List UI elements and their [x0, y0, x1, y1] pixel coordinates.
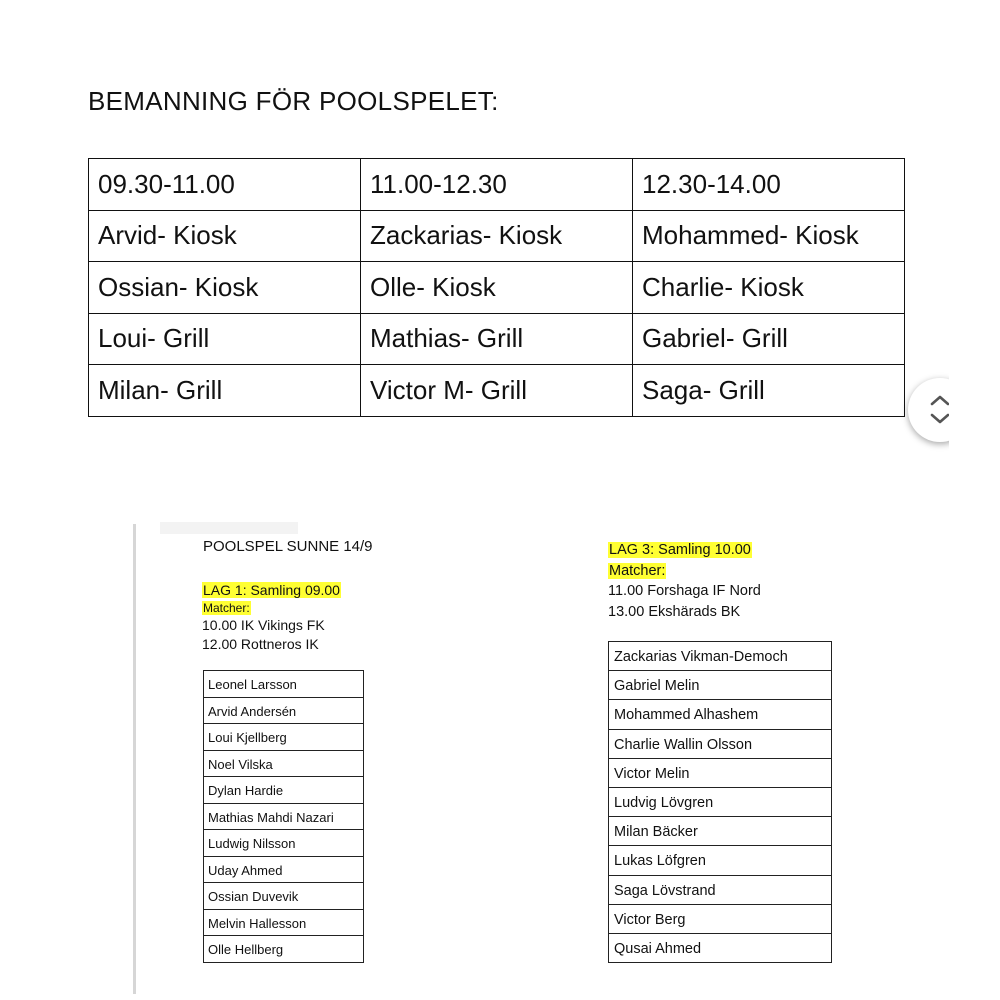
player-cell: Qusai Ahmed	[609, 933, 832, 962]
team1-matches-label: Matcher:	[203, 601, 250, 615]
player-cell: Dylan Hardie	[204, 777, 364, 804]
player-cell: Milan Bäcker	[609, 817, 832, 846]
assignment-cell: Olle- Kiosk	[361, 262, 633, 314]
team3-match: 11.00 Forshaga IF Nord	[608, 583, 761, 599]
assignment-cell: Ossian- Kiosk	[89, 262, 361, 314]
time-slot-cell: 09.30-11.00	[89, 159, 361, 211]
staffing-heading: BEMANNING FÖR POOLSPELET:	[88, 86, 499, 116]
team3-info	[608, 540, 761, 622]
team1-header: LAG 1: Samling 09.00	[203, 582, 340, 598]
assignment-cell: Gabriel- Grill	[633, 313, 905, 365]
player-cell: Uday Ahmed	[204, 856, 364, 883]
assignment-cell: Mathias- Grill	[361, 313, 633, 365]
assignment-cell: Victor M- Grill	[361, 365, 633, 417]
staffing-row	[89, 159, 905, 211]
player-cell: Melvin Hallesson	[204, 909, 364, 936]
player-cell: Gabriel Melin	[609, 671, 832, 700]
time-slot-cell: 11.00-12.30	[361, 159, 633, 211]
assignment-cell: Zackarias- Kiosk	[361, 210, 633, 262]
assignment-cell: Charlie- Kiosk	[633, 262, 905, 314]
assignment-cell: Loui- Grill	[89, 313, 361, 365]
document-edge	[133, 524, 136, 994]
team1-match: 12.00 Rottneros IK	[202, 636, 319, 652]
player-cell: Ludwig Nilsson	[204, 830, 364, 857]
player-cell: Leonel Larsson	[204, 671, 364, 698]
time-slot-cell: 12.30-14.00	[633, 159, 905, 211]
document-title: POOLSPEL SUNNE 14/9	[203, 538, 373, 555]
staffing-row	[89, 210, 905, 262]
team3-matches-label: Matcher:	[609, 562, 666, 579]
staffing-row	[89, 262, 905, 314]
player-cell: Arvid Andersén	[204, 697, 364, 724]
team3-match: 13.00 Ekshärads BK	[608, 603, 741, 620]
player-cell: Lukas Löfgren	[609, 846, 832, 875]
assignment-cell: Mohammed- Kiosk	[633, 210, 905, 262]
player-cell: Charlie Wallin Olsson	[609, 729, 832, 758]
team1-info	[202, 581, 341, 654]
player-cell: Loui Kjellberg	[204, 724, 364, 751]
team1-roster	[203, 670, 364, 963]
player-cell: Mathias Mahdi Nazari	[204, 803, 364, 830]
player-cell: Mohammed Alhashem	[609, 700, 832, 729]
player-cell: Saga Lövstrand	[609, 875, 832, 904]
player-cell: Zackarias Vikman-Democh	[609, 642, 832, 671]
document-shade	[160, 522, 298, 534]
assignment-cell: Arvid- Kiosk	[89, 210, 361, 262]
player-cell: Ludvig Lövgren	[609, 787, 832, 816]
staffing-row	[89, 365, 905, 417]
player-cell: Olle Hellberg	[204, 936, 364, 963]
edge-mask	[949, 360, 1000, 460]
player-cell: Victor Berg	[609, 904, 832, 933]
staffing-table	[88, 158, 905, 417]
player-cell: Ossian Duvevik	[204, 883, 364, 910]
team3-roster	[608, 641, 832, 963]
team1-match: 10.00 IK Vikings FK	[202, 617, 325, 633]
player-cell: Noel Vilska	[204, 750, 364, 777]
team3-header: LAG 3: Samling 10.00	[609, 542, 751, 558]
assignment-cell: Saga- Grill	[633, 365, 905, 417]
staffing-row	[89, 313, 905, 365]
player-cell: Victor Melin	[609, 758, 832, 787]
assignment-cell: Milan- Grill	[89, 365, 361, 417]
